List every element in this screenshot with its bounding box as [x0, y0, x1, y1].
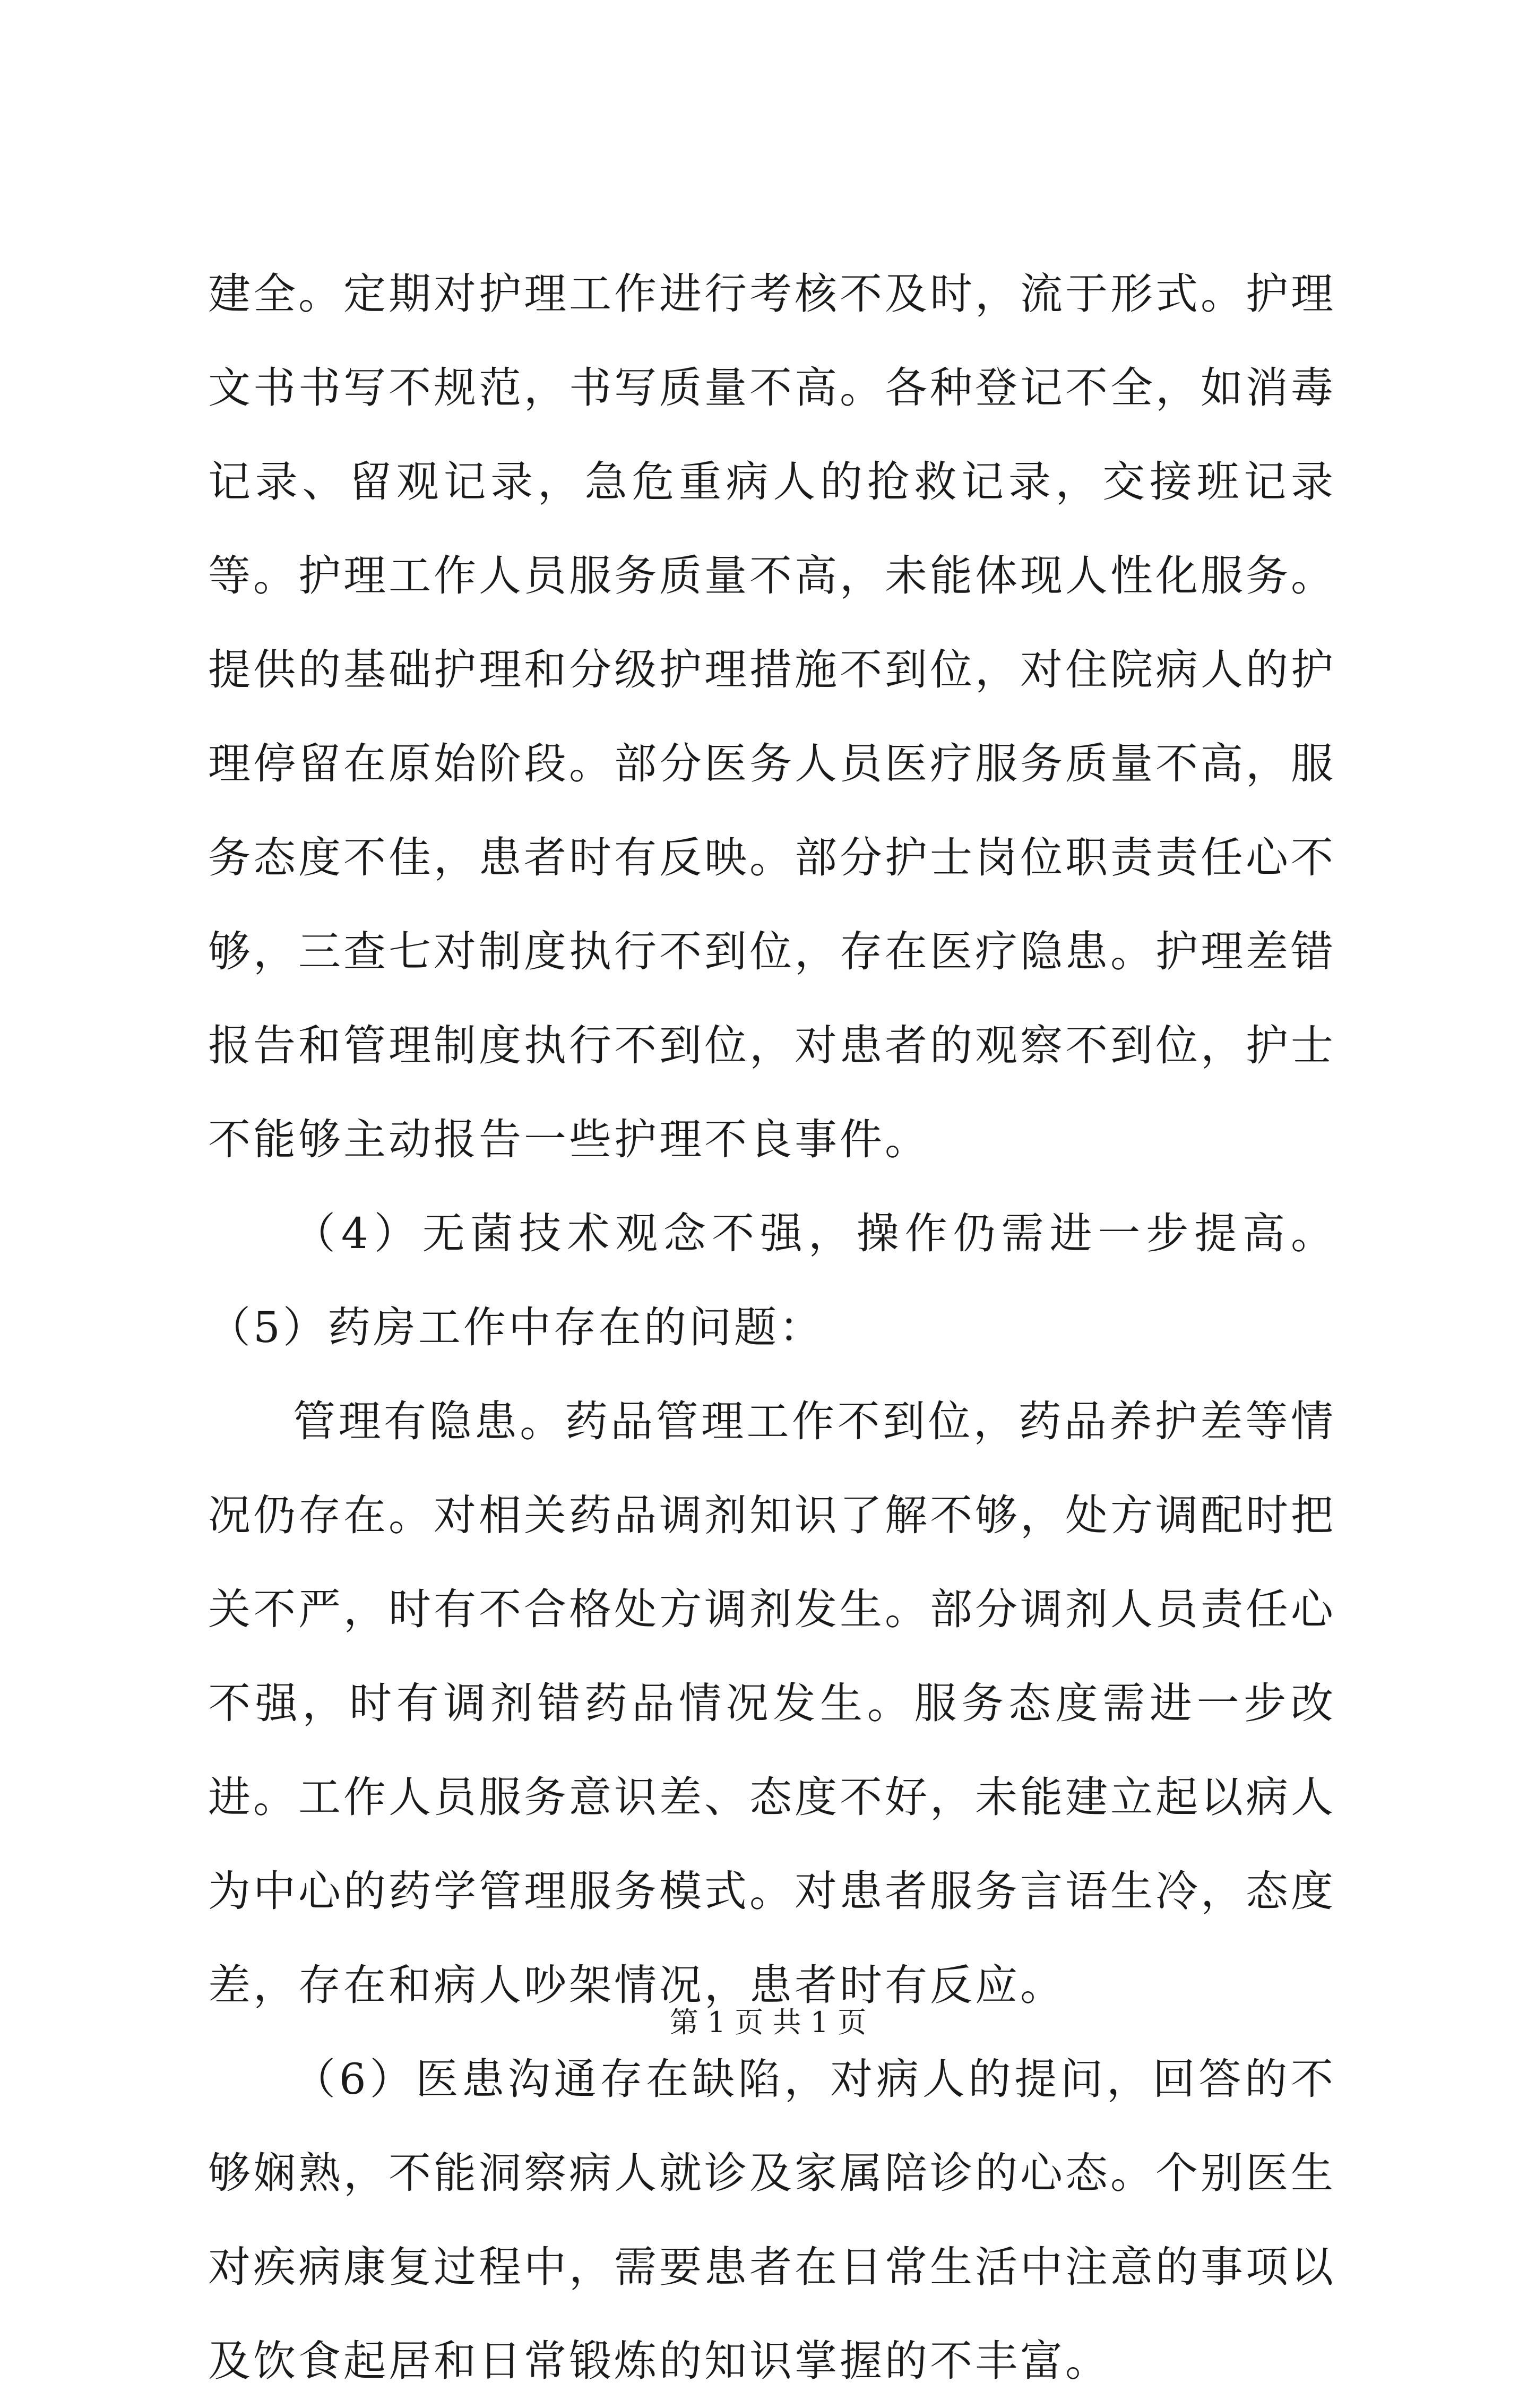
paragraph-pharmacy-issues: 管理有隐患。药品管理工作不到位，药品养护差等情况仍存在。对相关药品调剂知识了解不够，处方调配时把关不严，时有不合格处方调剂发生。部分调剂人员责任心不强，时有调剂错药品情况发生。服务态度需进一步改进。工作人员服务意识差、态度不好，未能建立起以病人为中心的药学管理服务模式。对患者服务言语生冷，态度差，存在和病人吵架情况，患者时有反应。	[208, 1397, 1336, 2010]
document-body	[208, 247, 1336, 2408]
paragraph-item-6: （6）医患沟通存在缺陷，对病人的提问，回答的不够娴熟，不能洞察病人就诊及家属陪诊的心态。个别医生对疾病康复过程中，需要患者在日常生活中注意的事项以及饮食起居和日常锻炼的知识掌握的不丰富。	[208, 2054, 1336, 2386]
page-number-footer: 第 1 页 共 1 页	[669, 2006, 867, 2039]
paragraph-continued: 建全。定期对护理工作进行考核不及时，流于形式。护理文书书写不规范，书写质量不高。各种登记不全，如消毒记录、留观记录，急危重病人的抢救记录，交接班记录等。护理工作人员服务质量不高，未能体现人性化服务。提供的基础护理和分级护理措施不到位，对住院病人的护理停留在原始阶段。部分医务人员医疗服务质量不高，服务态度不佳，患者时有反映。部分护士岗位职责责任心不够，三查七对制度执行不到位，存在医疗隐患。护理差错报告和管理制度执行不到位，对患者的观察不到位，护士不能够主动报告一些护理不良事件。	[208, 269, 1336, 1164]
paragraph-item-4: （4）无菌技术观念不强，操作仍需进一步提高。（5）药房工作中存在的问题：	[208, 1209, 1336, 1352]
